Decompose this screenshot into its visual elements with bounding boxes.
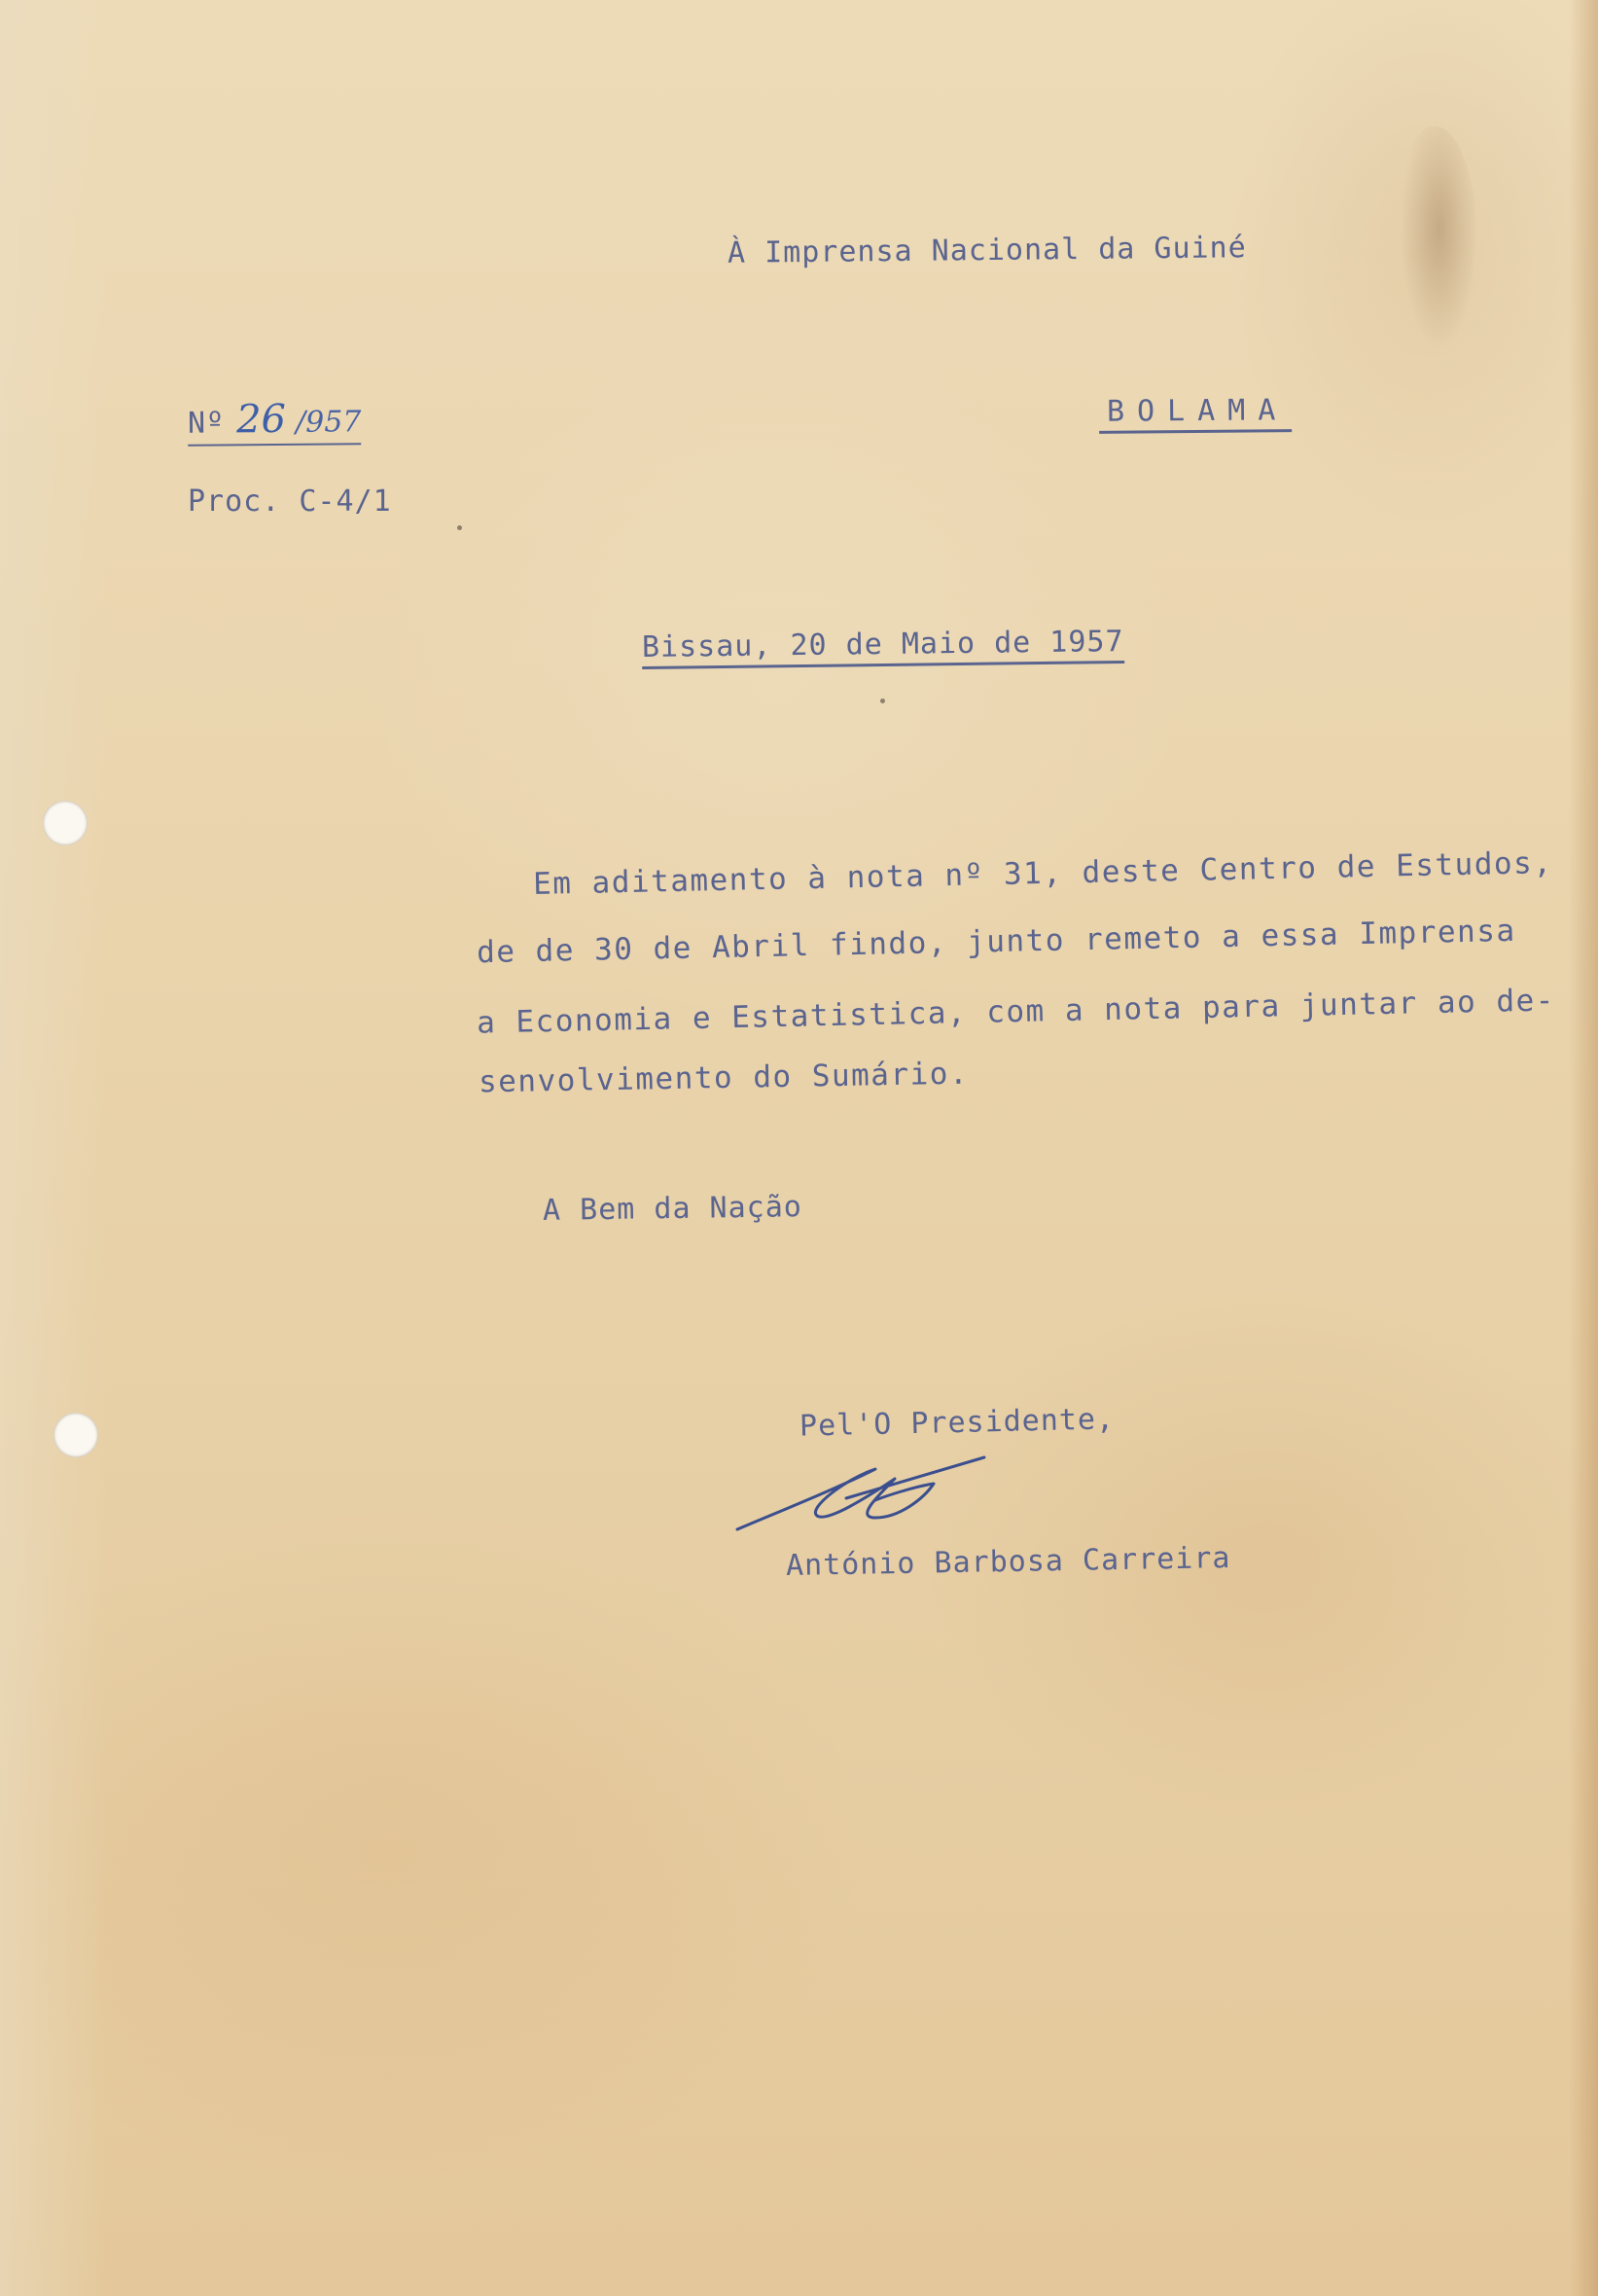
signer-title: Pel'O Presidente, <box>799 1402 1116 1444</box>
letter-date: Bissau, 20 de Maio de 1957 <box>642 625 1124 669</box>
body-line: Em aditamento à nota nº 31, deste Centro de Estudos, <box>532 845 1553 902</box>
body-line: de de 30 de Abril findo, junto remeto a essa Imprensa <box>476 913 1516 971</box>
punch-hole-top <box>43 801 88 845</box>
handwritten-signature <box>729 1440 1002 1547</box>
destination-city: BOLAMA <box>1099 393 1293 434</box>
paper-edge-left <box>0 0 107 2296</box>
ink-speck <box>457 525 462 530</box>
signer-name: António Barbosa Carreira <box>785 1541 1231 1583</box>
closing-salutation: A Bem da Nação <box>542 1190 803 1228</box>
reference-number <box>188 396 362 447</box>
body-line: a Economia e Estatistica, com a nota para juntar ao de- <box>476 983 1556 1041</box>
paper-edge-right <box>1569 0 1598 2296</box>
paper-stain <box>1401 126 1478 350</box>
body-line: senvolvimento do Sumário. <box>478 1056 970 1100</box>
punch-hole-bottom <box>53 1413 98 1457</box>
number-year: /957 <box>295 405 362 440</box>
addressee: À Imprensa Nacional da Guiné <box>727 231 1247 270</box>
handwritten-number: 26 <box>235 396 287 443</box>
process-reference: Proc. C-4/1 <box>188 484 392 519</box>
ink-speck <box>880 699 885 703</box>
number-prefix: Nº <box>187 406 226 441</box>
